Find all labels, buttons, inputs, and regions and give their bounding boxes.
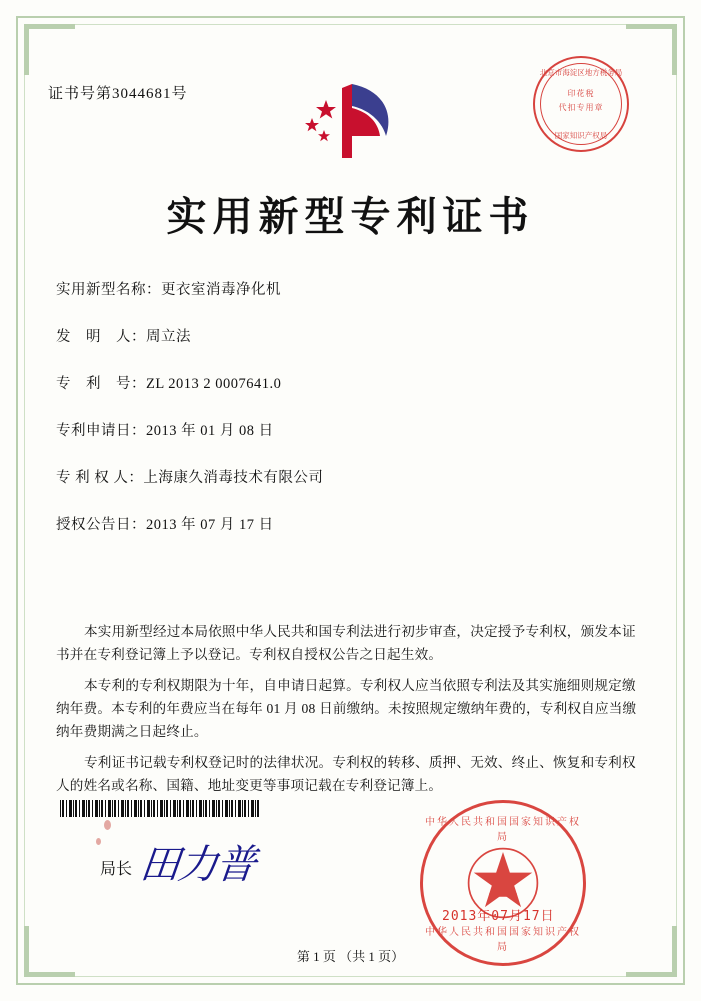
signature-block xyxy=(100,842,257,888)
field-row xyxy=(56,325,656,346)
ink-smudge xyxy=(104,820,111,830)
field-label: 专 利 号： xyxy=(56,376,146,392)
field-value: 周立法 xyxy=(146,329,191,345)
seal-date: 2013年07月17日 xyxy=(442,909,555,924)
legal-paragraph: 专利证书记载专利权登记时的法律状况。专利权的转移、质押、无效、终止、恢复和专利权人的姓名或名称、国籍、地址变更等事项记载在专利登记簿上。 xyxy=(56,755,636,793)
field-label: 专 利 权 人： xyxy=(56,470,144,486)
field-value: 更衣室消毒净化机 xyxy=(161,282,281,298)
legal-paragraph: 本专利的专利权期限为十年，自申请日起算。专利权人应当依照专利法及其实施细则规定缴纳年费。本专利的年费应当在每年 01 月 08 日前缴纳。未按照规定缴纳年费的，专利权自应当缴纳年费期满之日起终止。 xyxy=(56,678,637,739)
certificate-fields xyxy=(56,278,656,560)
national-seal-arc-top: 中华人民共和国国家知识产权局 xyxy=(425,817,581,843)
certificate-number: 证书号第3044681号 xyxy=(48,86,188,102)
field-value: 2013 年 07 月 17 日 xyxy=(146,517,274,533)
tax-stamp xyxy=(533,56,629,152)
tax-stamp-arc-top: 北京市海淀区地方税务局 xyxy=(539,68,623,77)
field-label: 发 明 人： xyxy=(56,329,146,345)
cnipa-logo-icon xyxy=(290,78,410,164)
corner-ornament-top-left xyxy=(24,24,75,75)
field-label: 实用新型名称： xyxy=(56,282,161,298)
field-value: 上海康久消毒技术有限公司 xyxy=(143,470,324,486)
legal-paragraph: 本实用新型经过本局依照中华人民共和国专利法进行初步审查，决定授予专利权，颁发本证书并在专利登记簿上予以登记。专利权自授权公告之日起生效。 xyxy=(56,624,636,662)
field-row xyxy=(56,278,656,299)
corner-ornament-top-right xyxy=(626,24,677,75)
tax-stamp-line-2: 代扣专用章 xyxy=(558,103,604,112)
field-row xyxy=(56,419,656,440)
field-label: 专利申请日： xyxy=(56,423,146,439)
field-value: 2013 年 01 月 08 日 xyxy=(146,423,274,439)
signature-handwriting: 田力普 xyxy=(137,842,257,888)
barcode xyxy=(60,800,260,817)
field-row xyxy=(56,372,656,393)
ink-smudge xyxy=(96,838,101,845)
tax-stamp-line-1: 印花税 xyxy=(567,89,595,98)
field-row xyxy=(56,466,656,487)
field-label: 授权公告日： xyxy=(56,517,146,533)
tax-stamp-arc-bottom: 国家知识产权局 xyxy=(554,131,608,140)
field-row xyxy=(56,513,656,534)
legal-body-text xyxy=(56,620,646,805)
national-seal xyxy=(420,800,586,966)
signature-label: 局长 xyxy=(100,861,133,878)
page-title: 实用新型专利证书 xyxy=(166,194,535,239)
national-seal-arc-bottom: 中华人民共和国国家知识产权局 xyxy=(425,927,581,953)
field-value: ZL 2013 2 0007641.0 xyxy=(146,376,282,392)
page-footer: 第 1 页 （共 1 页） xyxy=(296,949,405,964)
